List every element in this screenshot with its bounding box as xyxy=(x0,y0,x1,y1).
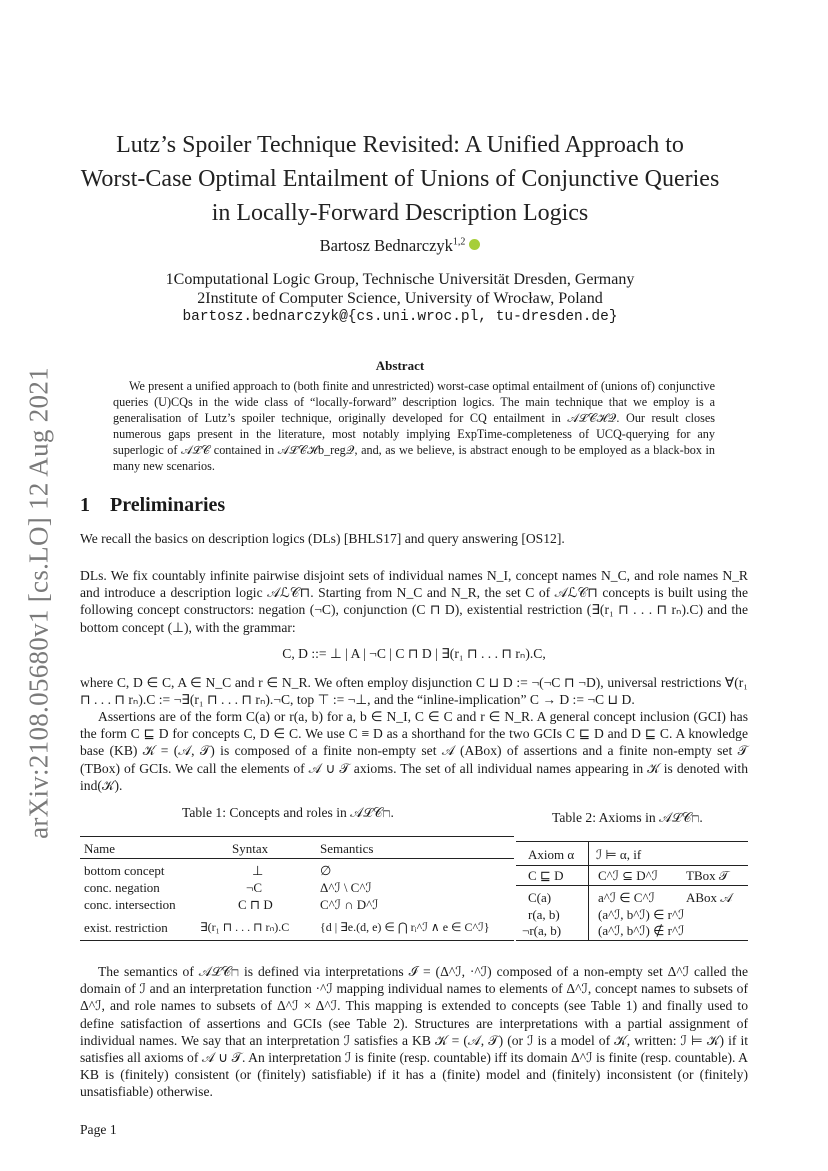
author-superscript: 1,2 xyxy=(452,236,466,248)
affiliations xyxy=(80,270,720,327)
paper-title xyxy=(80,128,720,230)
affiliation-1: 1Computational Logic Group, Technische Universität Dresden, Germany xyxy=(165,271,635,288)
table2 xyxy=(516,841,748,941)
table2-cell: C ⊑ D xyxy=(528,868,564,883)
table1-cell: bottom concept xyxy=(84,863,165,878)
where-paragraph: where C, D ∈ C, A ∈ N_C and r ∈ N_R. We often employ disjunction C ⊔ D := ¬(¬C ⊓ ¬D), universal restrictions ∀(r₁ ⊓ . . . ⊓ rₙ).C := ¬∃(r₁ ⊓ . . . ⊓ rₙ).¬C, top ⊤ := ¬⊥, and the “inline-implication” C → D := ¬C ⊔ D. xyxy=(80,675,748,708)
section-title: Preliminaries xyxy=(110,494,226,516)
table1-cell: C^ℐ ∩ D^ℐ xyxy=(320,897,379,912)
dls-paragraph: DLs. We fix countably infinite pairwise disjoint sets of individual names N_I, concept names N_C, and role names N_R and introduce a description logic 𝒜ℒ𝒞⊓. Starting from N_C and N_R, the set C of 𝒜ℒ𝒞⊓ concepts is built using the following concept constructors: negation (¬C), conjunction (C ⊓ D), existential restriction (∃(r₁ ⊓ . . . ⊓ rₙ).C) and the bottom concept (⊥), with the grammar: xyxy=(80,568,748,635)
table2-cell: (a^ℐ, b^ℐ) ∈ r^ℐ xyxy=(598,907,685,922)
table1-header: Name xyxy=(84,841,116,856)
table2-header: ℐ ⊨ α, if xyxy=(596,847,642,862)
table1-caption: Table 1: Concepts and roles in 𝒜ℒ𝒞⊓. xyxy=(182,805,394,820)
table1-cell: Δ^ℐ \ C^ℐ xyxy=(320,880,372,895)
intro-paragraph: We recall the basics on description logics (DLs) [BHLS17] and query answering [OS12]. xyxy=(80,531,565,546)
table2-header: Axiom α xyxy=(528,847,575,862)
assertions-paragraph: Assertions are of the form C(a) or r(a, b) for a, b ∈ N_I, C ∈ C and r ∈ N_R. A general concept inclusion (GCI) has the form C ⊑ D for concepts C, D ∈ C. We use C ≡ D as a shorthand for the two GCIs C ⊑ D and D ⊑ C. A knowledge base (KB) 𝒦 = (𝒜, 𝒯) is composed of a finite non-empty set 𝒜 (ABox) of assertions and a finite non-empty set 𝒯 (TBox) of GCIs. We call the elements of 𝒜 ∪ 𝒯 axioms. The set of all individual names appearing in 𝒦 is denoted with ind(𝒦). xyxy=(80,709,748,793)
table1-cell: ⊥ xyxy=(252,863,264,878)
table2-cell: ABox 𝒜 xyxy=(686,890,733,905)
section-number: 1 xyxy=(80,494,90,516)
author-line xyxy=(80,236,720,256)
grammar-equation: C, D ::= ⊥ | A | ¬C | C ⊓ D | ∃(r₁ ⊓ . . . ⊓ rₙ).C, xyxy=(282,646,546,661)
table2-cell: r(a, b) xyxy=(528,907,560,922)
table2-cell: ¬r(a, b) xyxy=(522,923,562,938)
table1 xyxy=(80,836,514,942)
table1-cell: ¬C xyxy=(246,880,263,895)
table2-cell: C^ℐ ⊆ D^ℐ xyxy=(598,868,658,883)
table2-cell: C(a) xyxy=(528,890,552,905)
title-line: Worst-Case Optimal Entailment of Unions of Conjunctive Queries xyxy=(80,166,720,192)
section-heading xyxy=(80,494,225,517)
table1-cell: conc. negation xyxy=(84,880,160,895)
author-name: Bartosz Bednarczyk xyxy=(319,236,453,255)
table1-header: Semantics xyxy=(320,841,374,856)
page-number: Page 1 xyxy=(80,1122,117,1137)
table1-header: Syntax xyxy=(232,841,269,856)
table1-cell: ∅ xyxy=(320,863,332,878)
table2-caption: Table 2: Axioms in 𝒜ℒ𝒞⊓. xyxy=(552,810,703,825)
table2-cell: (a^ℐ, b^ℐ) ∉ r^ℐ xyxy=(598,923,685,938)
table1-cell: {d | ∃e.(d, e) ∈ ⋂ rᵢ^ℐ ∧ e ∈ C^ℐ} xyxy=(320,920,490,934)
abstract-heading: Abstract xyxy=(375,358,425,373)
title-line: Lutz’s Spoiler Technique Revisited: A Unified Approach to xyxy=(116,132,684,158)
table1-cell: C ⊓ D xyxy=(238,897,273,912)
arxiv-stamp: arXiv:2108.05680v1 [cs.LO] 12 Aug 2021 xyxy=(23,367,54,839)
table1-cell: ∃(r₁ ⊓ . . . ⊓ rₙ).C xyxy=(200,920,290,934)
table2-cell: TBox 𝒯 xyxy=(686,868,729,883)
abstract-text: We present a unified approach to (both finite and unrestricted) worst-case optimal entailment of (unions of) conjunctive queries (U)CQs in the wide class of “locally-forward” description logics. The main technique that we employ is a generalisation of Lutz’s spoiler technique, originally developed for CQ entailment in 𝒜ℒ𝒞ℋ𝒬. Our result closes numerous gaps present in the literature, most notably implying ExpTime-completeness of UCQ-querying for any superlogic of 𝒜ℒ𝒞 contained in 𝒜ℒ𝒞ℋb_reg𝒬, and, as we believe, is abstract enough to be employed as a black-box in many new scenarios. xyxy=(113,379,715,473)
semantics-paragraph: The semantics of 𝒜ℒ𝒞⊓ is defined via interpretations ℐ = (Δ^ℐ, ·^ℐ) composed of a non-empty set Δ^ℐ called the domain of ℐ and an interpretation function ·^ℐ mapping individual names to elements of Δ^ℐ, concept names to subsets of Δ^ℐ, and role names to subsets of Δ^ℐ × Δ^ℐ. This mapping is extended to concepts (see Table 1) and finally used to define satisfaction of assertions and GCIs (see Table 2). Structures are interpretations with a partial assignment of individual names. We say that an interpretation ℐ satisfies a KB 𝒦 = (𝒜, 𝒯) (or ℐ is a model of 𝒦, written: ℐ ⊨ 𝒦) if it satisfies all axioms of 𝒜 ∪ 𝒯. An interpretation ℐ is finite (resp. countable) iff its domain Δ^ℐ is finite (resp. countable). A KB is (finitely) consistent (or (finitely) satisfiable) if it has a (finite) model and (finitely) inconsistent (or (finitely) unsatisfiable) otherwise. xyxy=(80,964,748,1100)
table2-cell: a^ℐ ∈ C^ℐ xyxy=(598,890,655,905)
email: bartosz.bednarczyk@{cs.uni.wroc.pl, tu-dresden.de} xyxy=(182,309,618,325)
orcid-icon[interactable] xyxy=(469,239,480,250)
table1-cell: conc. intersection xyxy=(84,897,176,912)
table1-cell: exist. restriction xyxy=(84,920,168,935)
affiliation-2: 2Institute of Computer Science, University of Wrocław, Poland xyxy=(197,290,603,307)
title-line: in Locally-Forward Description Logics xyxy=(211,200,589,226)
